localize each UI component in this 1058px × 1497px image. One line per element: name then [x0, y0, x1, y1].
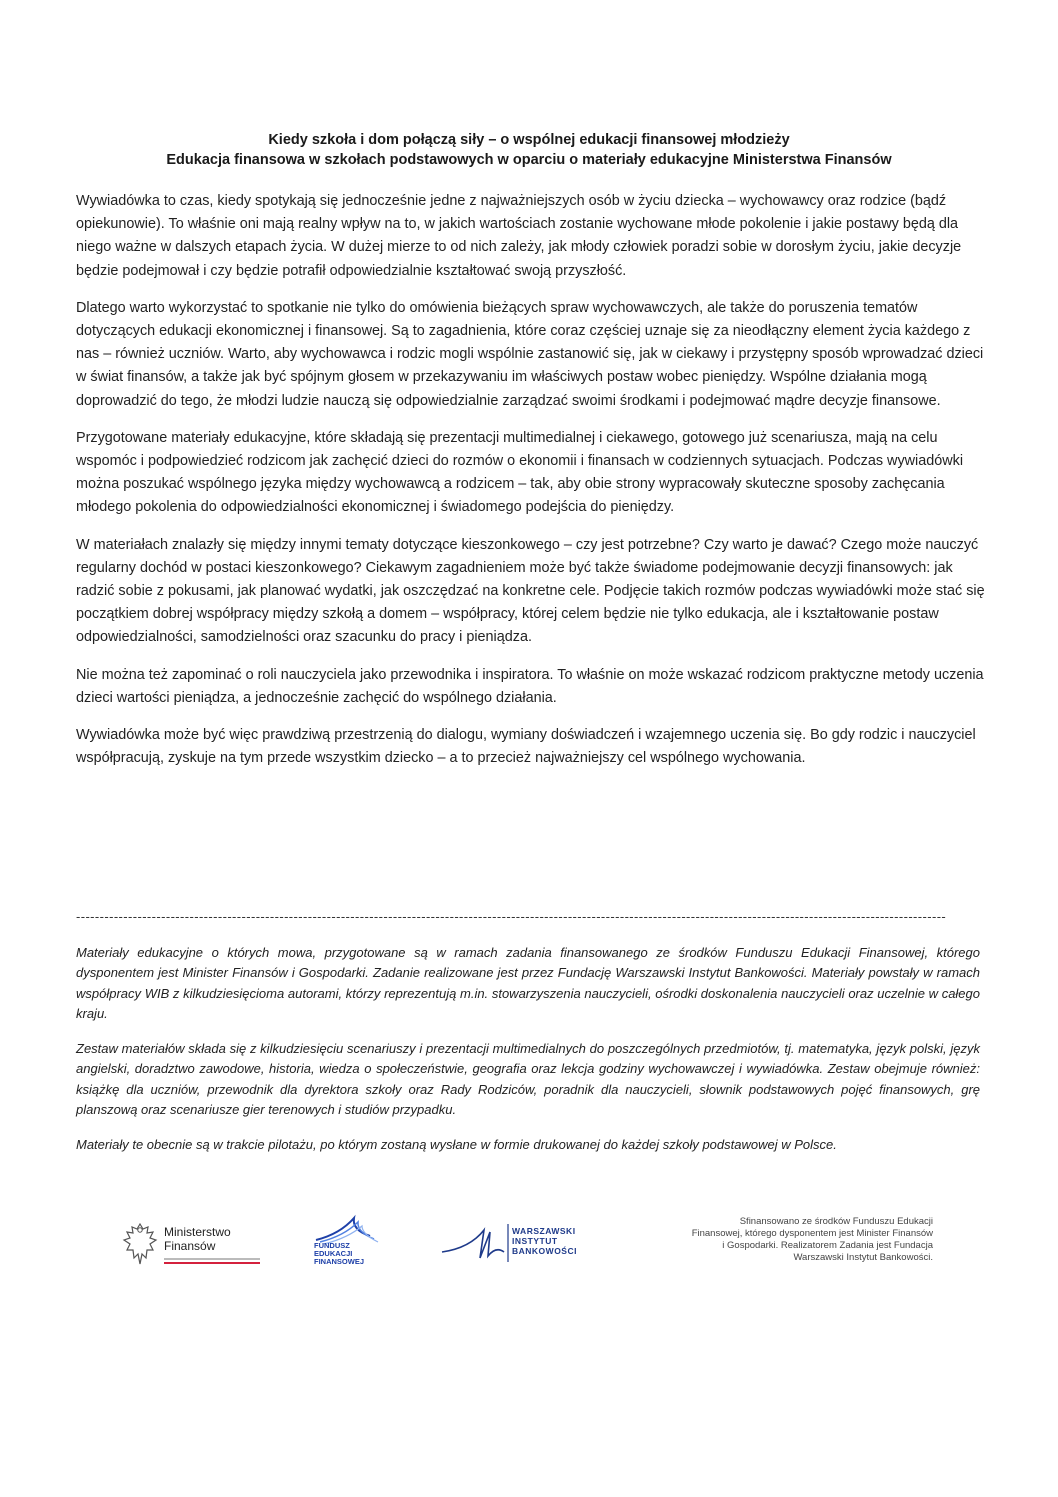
wave-flag-icon [310, 1214, 380, 1244]
article-body [76, 190, 986, 784]
document-header [75, 130, 983, 170]
footnotes [76, 943, 980, 1171]
fundusz-line1: FUNDUSZ [314, 1241, 350, 1250]
footnote: Materiały edukacyjne o których mowa, przygotowane są w ramach zadania finansowanego ze środków Funduszu Edukacji Finansowej, którego dysponentem jest Minister Finansów i Gospodarki. Zadanie realizowane jest przez Fundację Warszawski Instytut Bankowości. Materiały powstały w ramach współpracy WIB z kilkudziesięcioma autorami, którzy reprezentują m.in. stowarzyszenia nauczycieli, ośrodki doskonalenia nauczycieli oraz uczelnie w całego kraju. [76, 945, 980, 1021]
mf-line2: Finansów [164, 1239, 216, 1253]
paragraph: Nie można też zapominać o roli nauczyciela jako przewodnika i inspiratora. To właśnie on może wskazać rodzicom praktyczne metody uczenia dzieci wartości pieniądza, a jednocześnie zachęcić do wspólnego działania. [76, 666, 984, 706]
eagle-emblem-icon [120, 1220, 160, 1270]
mf-line1: Ministerstwo [164, 1225, 231, 1239]
flag-stripes [164, 1258, 260, 1266]
wib-logo [440, 1218, 600, 1268]
paragraph: Dlatego warto wykorzystać to spotkanie nie tylko do omówienia bieżących spraw wychowawczych, ale także do poruszenia tematów dotyczących edukacji ekonomicznej i finansowej. Są to zagadnienia, które coraz częściej uznaje się za nieodłączny element życia każdego z nas – również uczniów. Warto, aby wychowawca i rodzic mogli wspólnie zastanowić się, jak w ciekawy i przystępny sposób wprowadzać dzieci w świat finansów, a także jak być spójnym głosem w przekazywaniu im właściwych postaw wobec pieniędzy. Wspólne działania mogą doprowadzić do tego, że młodzi ludzie nauczą się odpowiedzialnie zarządzać swoimi środkami i podejmować mądre decyzje finansowe. [76, 299, 984, 409]
paragraph: Przygotowane materiały edukacyjne, które składają się prezentacji multimedialnej i ciekawego, gotowego już scenariusza, mają na celu wspomóc i podpowiedzieć rodzicom jak zachęcić dzieci do rozmów o ekonomii i finansach w codziennych sytuacjach. Podczas wywiadówki można poszukać wspólnego języka między wychowawcą a rodzicem – tak, aby obie strony wypracowały skuteczne sposoby zachęcania młodego pokolenia do odpowiedzialności ekonomicznej i świadomego podejścia do pieniędzy. [76, 429, 964, 516]
footnote: Zestaw materiałów składa się z kilkudziesięciu scenariuszy i prezentacji multimedialnych do poszczególnych przedmiotów, tj. matematyka, język polski, język angielski, doradztwo zawodowe, historia, wiedza o społeczeństwie, geografia oraz lekcja godziny wychowawczej i wywiadówka. Zestaw obejmuje również: książkę dla uczniów, przewodnik dla dyrektora szkoły oraz Rady Rodziców, poradnik dla nauczycieli, słownik podstawowych pojęć finansowych, grę planszową oraz scenariusze gier terenowych i studiów przypadku. [76, 1041, 980, 1118]
wib-line1: WARSZAWSKI [512, 1226, 576, 1236]
fundusz-edukacji-finansowej-logo [310, 1214, 380, 1274]
footnote: Materiały te obecnie są w trakcie pilotażu, po którym zostaną wysłane w formie drukowanej do każdej szkoły podstawowej w Polsce. [76, 1137, 837, 1153]
main-title: Kiedy szkoła i dom połączą siły – o wspólnej edukacji finansowej młodzieży [268, 132, 790, 148]
wib-signature-icon [440, 1218, 510, 1268]
ministerstwo-finansow-logo [120, 1220, 250, 1270]
paragraph: Wywiadówka może być więc prawdziwą przestrzenią do dialogu, wymiany doświadczeń i wzajemnego uczenia się. Bo gdy rodzic i nauczyciel współpracują, zyskuje na tym przede wszystkim dziecko – a to przecież najważniejszy cel wspólnego wychowania. [76, 727, 976, 767]
wib-line3: BANKOWOŚCI [512, 1246, 577, 1256]
wib-line2: INSTYTUT [512, 1236, 558, 1246]
paragraph: Wywiadówka to czas, kiedy spotykają się jednocześnie jedne z najważniejszych osób w życiu dziecka – wychowawcy oraz rodzice (bądź opiekunowie). To właśnie oni mają realny wpływ na to, w jakich wartościach zostanie wychowane młode pokolenie i jakie postawy będą dla niego ważne w dalszych etapach życia. W dużej mierze to od nich zależy, jak młody człowiek poradzi sobie w dorosłym życiu, jakie decyzje będzie podejmował i czy będzie potrafił odpowiedzialnie kształtować swoją przyszłość. [76, 193, 962, 279]
funding-credit: Sfinansowano ze środków Funduszu Edukacji Finansowej, którego dysponentem jest Minister Finansów i Gospodarki. Realizatorem Zadania jest Fundacja Warszawski Instytut Bankowości. [691, 1216, 933, 1263]
subtitle: Edukacja finansowa w szkołach podstawowych w oparciu o materiały edukacyjne Ministerstwa Finansów [166, 152, 892, 168]
paragraph: W materiałach znalazły się między innymi tematy dotyczące kieszonkowego – czy jest potrzebne? Czy warto je dawać? Czego może nauczyć regularny dochód w postaci kieszonkowego? Ciekawym zagadnieniem może być także świadome podejmowanie decyzji finansowych: jak radzić sobie z pokusami, jak planować wydatki, jak oszczędzać na konkretne cele. Podjęcie takich rozmów podczas wywiadówki może stać się początkiem dobrej współpracy między szkołą a domem – współpracy, której celem będzie nie tylko edukacja, ale i kształtowanie postaw odpowiedzialności, samodzielności oraz szacunku do pracy i pieniądza. [76, 536, 985, 646]
dashed-separator: ---------------------------------------------------------------------------------------------------------------------------------------------------------------------------------------- [76, 909, 947, 924]
fundusz-line3: FINANSOWEJ [314, 1257, 365, 1266]
fundusz-line2: EDUKACJI [314, 1249, 353, 1258]
